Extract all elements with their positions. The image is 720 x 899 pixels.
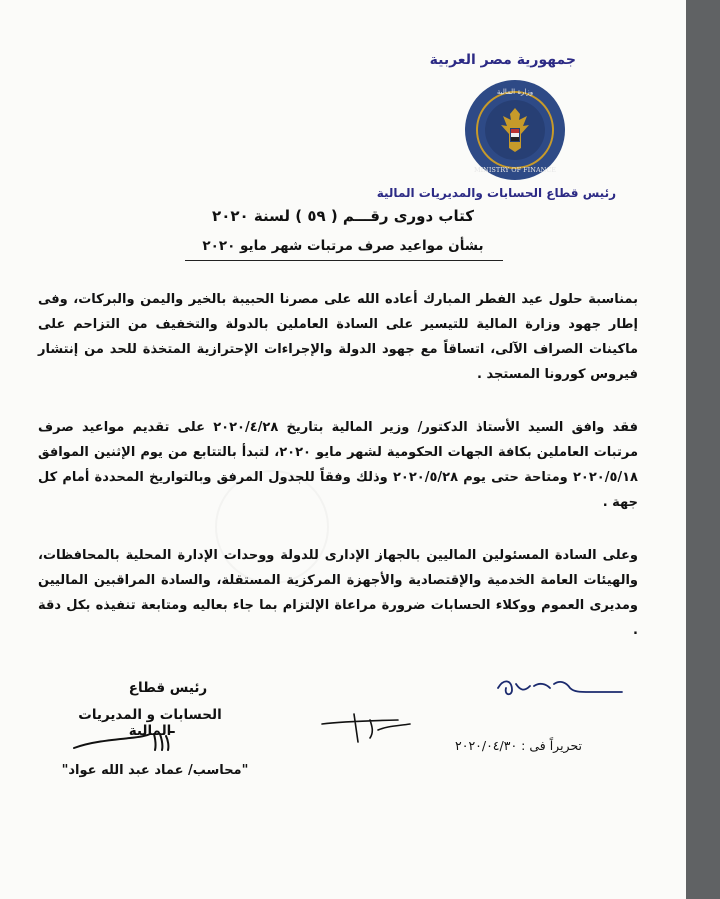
handwritten-signature: [70, 728, 180, 756]
ministry-of-finance-seal: [463, 78, 567, 182]
scan-background-edge: [686, 0, 720, 899]
signatory-name: "محاسب/ عماد عبد الله عواد": [61, 763, 249, 778]
document-subtitle: بشأن مواعيد صرف مرتبات شهر مايو ٢٠٢٠: [202, 238, 484, 254]
republic-header: جمهورية مصر العربية: [429, 52, 576, 68]
paragraph-2: فقد وافق السيد الأستاذ الدكتور/ وزير المالية بتاريخ ٢٠٢٠/٤/٢٨ على تقديم مواعيد صرف مرتبات العاملين بكافة الجهات الحكومية لشهر مايو ٢٠٢٠، لتبدأ بالتتابع من يوم الإثنين الموافق ٢٠٢٠/٥/١٨ ومتاحة حتى يوم ٢٠٢٠/٥/٢٨ وذلك وفقاً للجدول المرفق وبالتواريخ المحددة أمام كل جهة .: [38, 420, 638, 510]
date-written: تحريراً فى : ٢٠٢٠/٠٤/٣٠: [455, 738, 582, 753]
seal-text: MINISTRY OF FINANCE: [473, 166, 557, 174]
paragraph-1: بمناسبة حلول عيد الفطر المبارك أعاده الله على مصرنا الحبيبة بالخير واليمن والبركات، وفى إطار جهود وزارة المالية للتيسير على السادة العاملين بالدولة والتخفيف من التزاحم على ماكينات الصراف الآلى، اتساقاً مع جهود الدولة والإجراءات الإحترازية المتخذة للحد من إنتشار فيروس كورونا المستجد .: [38, 292, 638, 382]
signatory-title-line2: الحسابات و المديريات المالية: [78, 707, 222, 739]
department-header: رئيس قطاع الحسابات والمديريات المالية: [376, 186, 616, 200]
paragraph-3: وعلى السادة المسئولين الماليين بالجهاز الإدارى للدولة ووحدات الإدارة المحلية بالمحافظات، والهيئات العامة الخدمية والإقتصادية والأجهزة المركزية المستقلة، والسادة المراقبين الماليين ومديرى العموم ووكلاء الحسابات ضرورة مراعاة الإلتزام بما جاء بعاليه ومتابعة تنفيذه بكل دقة .: [38, 548, 638, 638]
signatory-title-line1: رئيس قطاع: [128, 680, 208, 696]
seal-arabic-text: وزارة المالية: [496, 88, 534, 96]
initials-mark: [318, 712, 418, 746]
subtitle-underline: [185, 260, 503, 261]
minister-signature: [490, 674, 630, 704]
document-title: كتاب دورى رقـــم ( ٥٩ ) لسنة ٢٠٢٠: [212, 207, 474, 225]
